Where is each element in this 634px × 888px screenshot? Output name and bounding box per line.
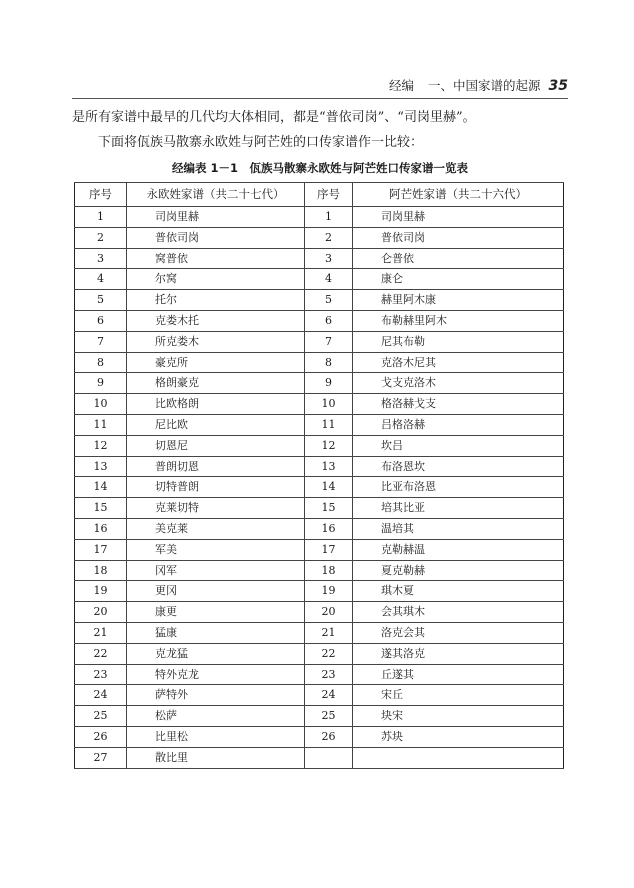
yongou-ancestor-name: 格朗豪克 xyxy=(127,373,305,394)
row-index-amang: 15 xyxy=(305,498,353,519)
table-row xyxy=(75,581,564,602)
yongou-ancestor-name: 窝普依 xyxy=(127,248,305,269)
row-index-amang: 25 xyxy=(305,706,353,727)
header-index-2: 序号 xyxy=(305,183,353,207)
yongou-ancestor-name: 比里松 xyxy=(127,726,305,747)
yongou-ancestor-name: 特外克龙 xyxy=(127,664,305,685)
amang-ancestor-name: 培其比亚 xyxy=(353,498,564,519)
table-row xyxy=(75,602,564,623)
row-index-amang: 3 xyxy=(305,248,353,269)
row-index-amang: 11 xyxy=(305,414,353,435)
amang-ancestor-name: 克洛木尼其 xyxy=(353,352,564,373)
row-index-amang: 22 xyxy=(305,643,353,664)
row-index-yongou: 20 xyxy=(75,602,127,623)
row-index-yongou: 27 xyxy=(75,747,127,768)
row-index-yongou: 6 xyxy=(75,310,127,331)
amang-ancestor-name: 普依司岗 xyxy=(353,227,564,248)
row-index-amang: 16 xyxy=(305,518,353,539)
yongou-ancestor-name: 萨特外 xyxy=(127,685,305,706)
amang-ancestor-name: 仑普依 xyxy=(353,248,564,269)
row-index-yongou: 24 xyxy=(75,685,127,706)
amang-ancestor-name: 宋丘 xyxy=(353,685,564,706)
amang-ancestor-name: 布勒赫里阿木 xyxy=(353,310,564,331)
header-yongou-lineage: 永欧姓家谱（共二十七代） xyxy=(127,183,305,207)
amang-ancestor-name: 戈支克洛木 xyxy=(353,373,564,394)
table-row xyxy=(75,207,564,228)
table-row xyxy=(75,414,564,435)
row-index-yongou: 11 xyxy=(75,414,127,435)
row-index-amang: 12 xyxy=(305,435,353,456)
amang-ancestor-name: 赫里阿木康 xyxy=(353,290,564,311)
amang-ancestor-name: 遂其洛克 xyxy=(353,643,564,664)
row-index-amang: 21 xyxy=(305,622,353,643)
header-amang-lineage: 阿芒姓家谱（共二十六代） xyxy=(353,183,564,207)
row-index-amang: 14 xyxy=(305,477,353,498)
body-paragraph-2: 下面将佤族马散寨永欧姓与阿芒姓的口传家谱作一比较： xyxy=(98,135,424,150)
table-header-row xyxy=(75,183,564,207)
yongou-ancestor-name: 比欧格朗 xyxy=(127,394,305,415)
table-row xyxy=(75,560,564,581)
yongou-ancestor-name: 克莱切特 xyxy=(127,498,305,519)
amang-ancestor-name: 吕格洛赫 xyxy=(353,414,564,435)
row-index-amang: 1 xyxy=(305,207,353,228)
amang-ancestor-name: 琪木夏 xyxy=(353,581,564,602)
header-part: 经编 xyxy=(388,78,414,93)
row-index-amang: 7 xyxy=(305,331,353,352)
row-index-yongou: 15 xyxy=(75,498,127,519)
yongou-ancestor-name: 普朗切恩 xyxy=(127,456,305,477)
page-number: 35 xyxy=(548,78,568,94)
row-index-amang: 19 xyxy=(305,581,353,602)
row-index-amang: 2 xyxy=(305,227,353,248)
row-index-yongou: 2 xyxy=(75,227,127,248)
row-index-yongou: 16 xyxy=(75,518,127,539)
table-caption: 经编表 1－1 佤族马散寨永欧姓与阿芒姓口传家谱一览表 xyxy=(171,161,468,175)
amang-ancestor-name: 洛克会其 xyxy=(353,622,564,643)
row-index-amang: 5 xyxy=(305,290,353,311)
yongou-ancestor-name: 散比里 xyxy=(127,747,305,768)
table-row xyxy=(75,456,564,477)
row-index-yongou: 26 xyxy=(75,726,127,747)
yongou-ancestor-name: 克娄木托 xyxy=(127,310,305,331)
amang-ancestor-name: 会其琪木 xyxy=(353,602,564,623)
yongou-ancestor-name: 冈军 xyxy=(127,560,305,581)
row-index-yongou: 22 xyxy=(75,643,127,664)
table-row xyxy=(75,310,564,331)
row-index-yongou: 1 xyxy=(75,207,127,228)
row-index-yongou: 12 xyxy=(75,435,127,456)
yongou-ancestor-name: 所克娄木 xyxy=(127,331,305,352)
row-index-yongou: 21 xyxy=(75,622,127,643)
header-rule xyxy=(72,98,568,99)
yongou-ancestor-name: 军美 xyxy=(127,539,305,560)
table-row xyxy=(75,498,564,519)
table-row xyxy=(75,352,564,373)
amang-ancestor-name: 苏块 xyxy=(353,726,564,747)
yongou-ancestor-name: 切特普朗 xyxy=(127,477,305,498)
table-row xyxy=(75,373,564,394)
table-row xyxy=(75,248,564,269)
header-section-title: 一、中国家谱的起源 xyxy=(428,78,541,93)
row-index-yongou: 14 xyxy=(75,477,127,498)
row-index-yongou: 4 xyxy=(75,269,127,290)
row-index-yongou: 25 xyxy=(75,706,127,727)
row-index-yongou: 23 xyxy=(75,664,127,685)
amang-ancestor-name: 比亚布洛恩 xyxy=(353,477,564,498)
table-row xyxy=(75,331,564,352)
yongou-ancestor-name: 托尔 xyxy=(127,290,305,311)
table-row xyxy=(75,477,564,498)
row-index-amang: 13 xyxy=(305,456,353,477)
row-index-yongou: 19 xyxy=(75,581,127,602)
yongou-ancestor-name: 克龙猛 xyxy=(127,643,305,664)
amang-ancestor-name: 温培其 xyxy=(353,518,564,539)
header-index-1: 序号 xyxy=(75,183,127,207)
amang-ancestor-name: 夏克勒赫 xyxy=(353,560,564,581)
row-index-amang: 10 xyxy=(305,394,353,415)
row-index-amang xyxy=(305,747,353,768)
row-index-amang: 17 xyxy=(305,539,353,560)
table-row xyxy=(75,664,564,685)
row-index-yongou: 18 xyxy=(75,560,127,581)
table-row xyxy=(75,622,564,643)
table-row xyxy=(75,290,564,311)
yongou-ancestor-name: 尔窝 xyxy=(127,269,305,290)
row-index-yongou: 7 xyxy=(75,331,127,352)
amang-ancestor-name: 格洛赫戈支 xyxy=(353,394,564,415)
amang-ancestor-name xyxy=(353,747,564,768)
table-row xyxy=(75,435,564,456)
amang-ancestor-name: 克勒赫温 xyxy=(353,539,564,560)
yongou-ancestor-name: 美克莱 xyxy=(127,518,305,539)
yongou-ancestor-name: 尼比欧 xyxy=(127,414,305,435)
yongou-ancestor-name: 康更 xyxy=(127,602,305,623)
running-header xyxy=(389,76,568,94)
yongou-ancestor-name: 切恩尼 xyxy=(127,435,305,456)
table-row xyxy=(75,269,564,290)
row-index-amang: 20 xyxy=(305,602,353,623)
row-index-yongou: 17 xyxy=(75,539,127,560)
amang-ancestor-name: 块宋 xyxy=(353,706,564,727)
table-row xyxy=(75,685,564,706)
yongou-ancestor-name: 猛康 xyxy=(127,622,305,643)
table-row xyxy=(75,539,564,560)
amang-ancestor-name: 康仑 xyxy=(353,269,564,290)
row-index-yongou: 10 xyxy=(75,394,127,415)
amang-ancestor-name: 丘遂其 xyxy=(353,664,564,685)
table-row xyxy=(75,518,564,539)
body-paragraph-1: 是所有家谱中最早的几代均大体相同，都是“普依司岗”、“司岗里赫”。 xyxy=(72,110,476,125)
row-index-amang: 9 xyxy=(305,373,353,394)
yongou-ancestor-name: 司岗里赫 xyxy=(127,207,305,228)
row-index-amang: 23 xyxy=(305,664,353,685)
yongou-ancestor-name: 普依司岗 xyxy=(127,227,305,248)
row-index-amang: 18 xyxy=(305,560,353,581)
row-index-amang: 24 xyxy=(305,685,353,706)
row-index-amang: 4 xyxy=(305,269,353,290)
yongou-ancestor-name: 豪克所 xyxy=(127,352,305,373)
amang-ancestor-name: 布洛恩坎 xyxy=(353,456,564,477)
row-index-yongou: 3 xyxy=(75,248,127,269)
yongou-ancestor-name: 松萨 xyxy=(127,706,305,727)
row-index-yongou: 9 xyxy=(75,373,127,394)
row-index-amang: 8 xyxy=(305,352,353,373)
table-row xyxy=(75,643,564,664)
table-row xyxy=(75,726,564,747)
row-index-amang: 26 xyxy=(305,726,353,747)
row-index-yongou: 13 xyxy=(75,456,127,477)
amang-ancestor-name: 坎吕 xyxy=(353,435,564,456)
table-body xyxy=(75,207,564,769)
row-index-yongou: 5 xyxy=(75,290,127,311)
table-row xyxy=(75,747,564,768)
amang-ancestor-name: 司岗里赫 xyxy=(353,207,564,228)
row-index-yongou: 8 xyxy=(75,352,127,373)
genealogy-table xyxy=(74,182,564,769)
row-index-amang: 6 xyxy=(305,310,353,331)
table-row xyxy=(75,706,564,727)
amang-ancestor-name: 尼其布勒 xyxy=(353,331,564,352)
table-row xyxy=(75,227,564,248)
yongou-ancestor-name: 更冈 xyxy=(127,581,305,602)
table-row xyxy=(75,394,564,415)
